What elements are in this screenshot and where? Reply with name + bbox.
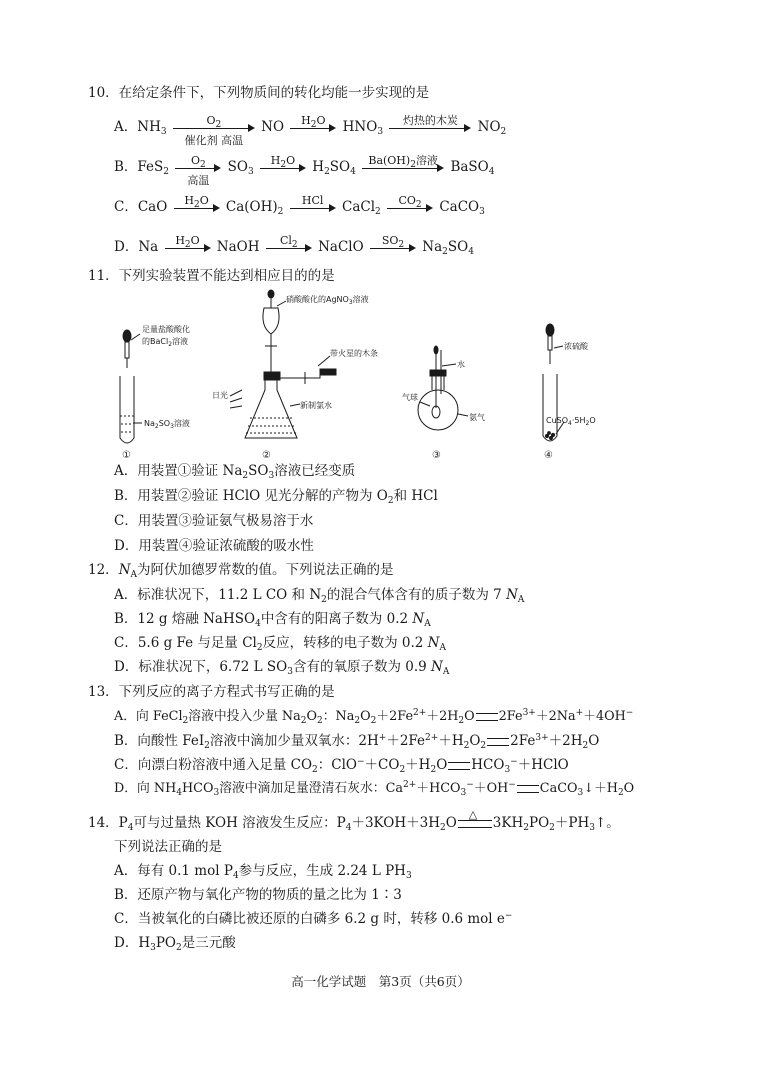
label-apparatus-2: ②: [262, 450, 271, 461]
label-cuso4-5h2o: $CuSO_4\cdot 5H_2O$: [546, 416, 596, 427]
apparatus-2-flask-funnel: [230, 290, 336, 438]
q12-stem: 12．$N_A$为阿伏加德罗常数的值。下列说法正确的是: [88, 562, 394, 580]
q13-option-c: C．向漂白粉溶液中通入足量 $CO_2$：$ClO^-+CO_2+H_2O$ $HCO_3^-+HClO$: [114, 757, 569, 775]
reaction-arrow: $CO_2$: [387, 199, 433, 217]
q14-option-a: A．每有 0.1 mol $P_4$参与反应，生成 2.24 L $PH_3$: [114, 863, 412, 881]
q14-option-c: C．当被氧化的白磷比被还原的白磷多 6.2 g 时，转移 0.6 mol e−: [114, 911, 513, 927]
reaction-arrow: $H_2O$: [290, 119, 336, 137]
q11-option-a: A．用装置①验证 $Na_2SO_3$溶液已经变质: [114, 463, 356, 481]
q14-option-b: B．还原产物与氧化产物的物质的量之比为 1∶3: [114, 887, 402, 903]
equals-heat-sign: [458, 807, 492, 828]
q14-option-d: D．$H_3PO_2$是三元酸: [114, 935, 236, 953]
reaction-arrow: $Cl_2$: [266, 239, 312, 257]
q11-option-b: B．用装置②验证 HClO 见光分解的产物为 $O_2$和 HCl: [114, 488, 438, 506]
q14-stem-2: 下列说法正确的是: [114, 839, 222, 855]
equals-sign: [448, 762, 470, 770]
q12-option-c: C．5.6 g Fe 与足量 $Cl_2$反应，转移的电子数为 0.2 $N_A$: [114, 635, 446, 653]
label-apparatus-4: ④: [544, 450, 553, 461]
label-chlorine-water: 新制氯水: [300, 401, 332, 410]
reaction-arrow: $H_2O$: [174, 199, 220, 217]
apparatus-1-test-tube: [120, 330, 142, 443]
reaction-arrow: HCl: [290, 199, 336, 217]
reaction-arrow: $H_2O$: [260, 159, 306, 177]
reaction-arrow: $H_2O$: [165, 239, 211, 257]
label-glowing-splint: 带火星的木条: [330, 349, 378, 358]
q11-stem: 11．下列实验装置不能达到相应目的的是: [88, 268, 335, 284]
label-sunlight: 日光: [212, 391, 228, 400]
label-na2so3-solution: $Na_2SO_3$溶液: [144, 419, 190, 430]
label-hcl-bacl2: 足量盐酸酸化: [142, 325, 190, 334]
q10-stem: 10．在给定条件下，下列物质间的转化均能一步实现的是: [88, 85, 430, 101]
label-agno3-solution: 硝酸酸化的AgNO$_3$溶液: [286, 295, 369, 306]
label-apparatus-1: ①: [122, 450, 131, 461]
q13-option-d: D．向 $NH_4HCO_3$溶液中滴加足量澄清石灰水：$Ca^{2+}+HCO_3^-+OH^-$ $CaCO_3↓+H_2O$: [114, 780, 635, 798]
label-water: 水: [457, 360, 465, 369]
heat-delta-icon: △: [468, 807, 478, 821]
label-ammonia: 氨气: [469, 413, 485, 422]
q11-option-c: C．用装置③验证氨气极易溶于水: [114, 513, 314, 529]
label-apparatus-3: ③: [432, 450, 441, 461]
q10-option-d: D．Na $H_2O$ NaOH $Cl_2$ NaClO $SO_2$ $Na_2SO_4$: [114, 233, 474, 257]
reaction-arrow: 灼热的木炭: [389, 119, 471, 137]
label-balloon: 气球: [402, 393, 418, 402]
q12-option-d: D．标准状况下，6.72 L $SO_3$含有的氧原子数为 0.9 $N_A$: [114, 659, 450, 677]
experiment-apparatus-figure: [100, 286, 660, 470]
reaction-arrow: $O_2$ 高温: [175, 159, 221, 177]
q13-option-b: B．向酸性 FeI$_2$溶液中滴加少量双氧水：$2H^++2Fe^{2+}+H_2O_2$ $2Fe^{3+}+2H_2O$: [114, 733, 600, 751]
equals-sign: [517, 785, 539, 793]
equals-sign: [487, 738, 509, 746]
equals-sign: [476, 713, 498, 721]
q10-option-b: B．FeS$_2$ $O_2$ 高温 $SO_3$ $H_2O$ $H_2SO_4$ $Ba(OH)_2$溶液 BaSO$_4$: [114, 153, 495, 187]
q10-option-a: A．$NH_3$ $O_2$ 催化剂 高温 NO $H_2O$ $HNO_3$ 灼热的木炭 $NO_2$: [114, 113, 507, 147]
q12-option-a: A．标准状况下，11.2 L CO 和 $N_2$的混合气体含有的质子数为 7 $N_A$: [114, 587, 525, 605]
q12-option-b: B．12 g 熔融 NaHSO$_4$中含有的阳离子数为 0.2 $N_A$: [114, 611, 431, 629]
reaction-arrow: $O_2$ 催化剂 高温: [173, 119, 255, 137]
reaction-arrow: $SO_2$: [370, 239, 416, 257]
q11-option-d: D．用装置④验证浓硫酸的吸水性: [114, 538, 314, 554]
label-bacl2-solution: 的BaCl$_2$溶液: [142, 337, 189, 348]
q10-option-c: C．CaO $H_2O$ $Ca(OH)_2$ HCl CaCl$_2$ $CO_2$ CaCO$_3$: [114, 193, 485, 217]
q13-stem: 13．下列反应的离子方程式书写正确的是: [88, 684, 335, 700]
reaction-arrow: $Ba(OH)_2$溶液: [362, 159, 444, 177]
apparatus-3-round-flask: [418, 346, 468, 430]
q14-stem: 14．$P_4$可与过量热 KOH 溶液发生反应：$P_4+3KOH+3H_2O$ △ $3KH_2PO_2+PH_3↑$。: [88, 807, 620, 833]
q13-option-a: A．向 FeCl$_2$溶液中投入少量 $Na_2O_2$：$Na_2O_2+2Fe^{2+}+2H_2O$ $2Fe^{3+}+2Na^++4OH^-$: [114, 708, 634, 726]
page-footer: 高一化学试题 第3页（共6页）: [291, 974, 470, 989]
label-conc-sulfuric-acid: 浓硫酸: [564, 342, 588, 351]
